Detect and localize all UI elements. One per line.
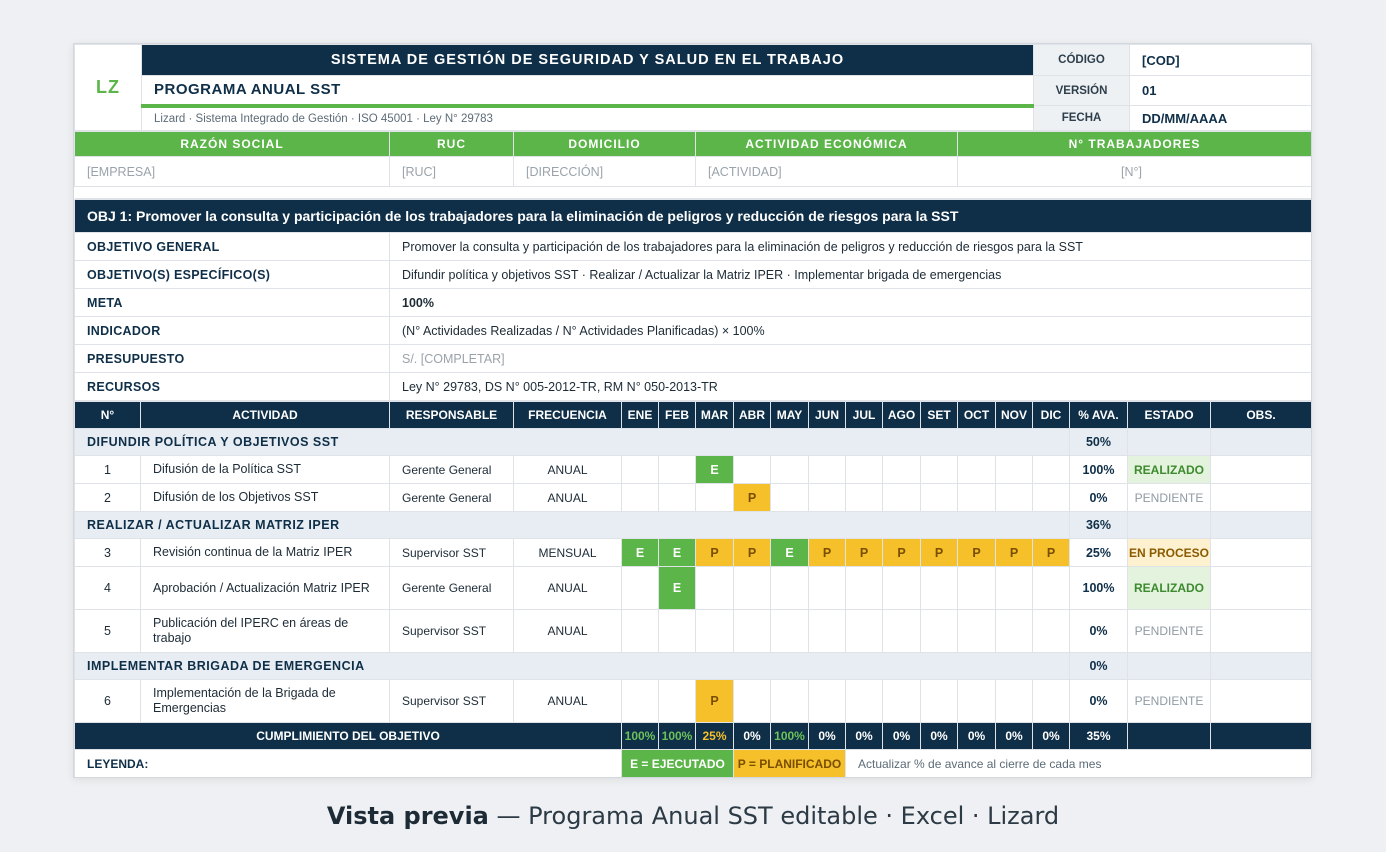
group-row (75, 429, 1312, 456)
month-cell-mar[interactable] (696, 484, 734, 512)
activity-obs[interactable] (1211, 680, 1312, 723)
activity-responsible[interactable]: Supervisor SST (390, 539, 514, 567)
month-cell-may[interactable] (771, 456, 809, 484)
activity-obs[interactable] (1211, 539, 1312, 567)
month-cell-oct[interactable]: P (958, 539, 996, 567)
activity-responsible[interactable]: Gerente General (390, 484, 514, 512)
activity-frequency[interactable]: ANUAL (514, 456, 622, 484)
activity-frequency[interactable]: MENSUAL (514, 539, 622, 567)
field-label-resources: RECURSOS (75, 373, 390, 401)
month-cell-nov[interactable] (996, 484, 1033, 512)
field-label-general: OBJETIVO GENERAL (75, 233, 390, 261)
activity-obs[interactable] (1211, 567, 1312, 610)
month-cell-abr[interactable]: P (734, 484, 771, 512)
status-badge[interactable]: PENDIENTE (1128, 610, 1211, 653)
month-cell-dic[interactable] (1033, 680, 1070, 723)
col-header-month-dic: DIC (1033, 402, 1070, 429)
activity-name[interactable]: Implementación de la Brigada de Emergencias (141, 680, 390, 723)
col-header-responsible: RESPONSABLE (390, 402, 514, 429)
month-cell-ene[interactable] (622, 484, 659, 512)
activity-number: 2 (75, 484, 141, 512)
company-header-ruc: RUC (390, 132, 514, 157)
company-header-activity: ACTIVIDAD ECONÓMICA (696, 132, 958, 157)
month-cell-nov[interactable] (996, 456, 1033, 484)
month-cell-ene[interactable] (622, 456, 659, 484)
compliance-month-ene: 100% (622, 723, 659, 750)
month-cell-may[interactable] (771, 610, 809, 653)
compliance-month-mar: 25% (696, 723, 734, 750)
month-cell-ene[interactable] (622, 610, 659, 653)
month-cell-ago[interactable] (883, 484, 921, 512)
activity-name[interactable]: Revisión continua de la Matriz IPER (141, 539, 390, 567)
month-cell-ago[interactable]: P (883, 539, 921, 567)
compliance-month-dic: 0% (1033, 723, 1070, 750)
col-header-month-jul: JUL (846, 402, 883, 429)
field-value-specific[interactable]: Difundir política y objetivos SST · Realizar / Actualizar la Matriz IPER · Implementar brigada de emergencias (390, 261, 1312, 289)
month-cell-oct[interactable] (958, 610, 996, 653)
month-cell-nov[interactable] (996, 680, 1033, 723)
activity-number: 6 (75, 680, 141, 723)
month-cell-dic[interactable] (1033, 456, 1070, 484)
month-cell-may[interactable]: E (771, 539, 809, 567)
col-header-month-mar: MAR (696, 402, 734, 429)
system-title: SISTEMA DE GESTIÓN DE SEGURIDAD Y SALUD EN EL TRABAJO (142, 45, 1034, 76)
meta-code-value[interactable]: [COD] (1130, 45, 1312, 76)
month-cell-mar[interactable]: P (696, 539, 734, 567)
group-progress: 50% (1070, 429, 1128, 456)
month-cell-mar[interactable] (696, 610, 734, 653)
month-cell-jul[interactable] (846, 680, 883, 723)
compliance-month-ago: 0% (883, 723, 921, 750)
month-cell-mar[interactable]: E (696, 456, 734, 484)
compliance-month-jul: 0% (846, 723, 883, 750)
month-cell-set[interactable] (921, 567, 958, 610)
group-obs-empty (1211, 512, 1312, 539)
activity-name[interactable]: Difusión de la Política SST (141, 456, 390, 484)
month-cell-jul[interactable] (846, 610, 883, 653)
compliance-row (75, 723, 1312, 750)
month-cell-jun[interactable] (809, 456, 846, 484)
month-cell-dic[interactable] (1033, 567, 1070, 610)
group-progress: 0% (1070, 653, 1128, 680)
col-header-month-ago: AGO (883, 402, 921, 429)
month-cell-feb[interactable] (659, 680, 696, 723)
activity-frequency[interactable]: ANUAL (514, 484, 622, 512)
group-status-empty (1128, 429, 1211, 456)
month-cell-oct[interactable] (958, 484, 996, 512)
col-header-month-may: MAY (771, 402, 809, 429)
col-header-obs: OBS. (1211, 402, 1312, 429)
activity-responsible[interactable]: Supervisor SST (390, 680, 514, 723)
col-header-num: N° (75, 402, 141, 429)
table-row (75, 539, 1312, 567)
month-cell-jun[interactable]: P (809, 539, 846, 567)
group-name: DIFUNDIR POLÍTICA Y OBJETIVOS SST (75, 429, 1070, 456)
month-cell-abr[interactable]: P (734, 539, 771, 567)
month-cell-abr[interactable] (734, 456, 771, 484)
company-workers-cell[interactable]: [N°] (958, 157, 1312, 187)
compliance-status-empty (1128, 723, 1211, 750)
table-row (75, 610, 1312, 653)
field-value-budget[interactable]: S/. [COMPLETAR] (390, 345, 1312, 373)
month-cell-set[interactable] (921, 680, 958, 723)
compliance-month-feb: 100% (659, 723, 696, 750)
activity-responsible[interactable]: Gerente General (390, 567, 514, 610)
table-row (75, 680, 1312, 723)
company-ruc-cell[interactable]: [RUC] (390, 157, 514, 187)
month-cell-abr[interactable] (734, 680, 771, 723)
group-status-empty (1128, 653, 1211, 680)
objective-title: OBJ 1: Promover la consulta y participación de los trabajadores para la eliminación de peligros y reducción de riesgos para la SST (75, 200, 1312, 233)
month-cell-set[interactable]: P (921, 539, 958, 567)
activity-responsible[interactable]: Gerente General (390, 456, 514, 484)
compliance-label: CUMPLIMIENTO DEL OBJETIVO (75, 723, 622, 750)
month-cell-jun[interactable] (809, 680, 846, 723)
month-cell-jul[interactable]: P (846, 539, 883, 567)
status-badge[interactable]: REALIZADO (1128, 456, 1211, 484)
status-badge[interactable]: PENDIENTE (1128, 484, 1211, 512)
subtitle: Lizard · Sistema Integrado de Gestión · ISO 45001 · Ley N° 29783 (142, 106, 1034, 131)
activity-progress[interactable]: 25% (1070, 539, 1128, 567)
meta-date-value[interactable]: DD/MM/AAAA (1130, 106, 1312, 131)
month-cell-jun[interactable] (809, 610, 846, 653)
month-cell-abr[interactable] (734, 610, 771, 653)
col-header-month-jun: JUN (809, 402, 846, 429)
month-cell-ene[interactable]: E (622, 539, 659, 567)
activity-number: 3 (75, 539, 141, 567)
month-cell-jun[interactable] (809, 567, 846, 610)
group-obs-empty (1211, 653, 1312, 680)
month-cell-mar[interactable]: P (696, 680, 734, 723)
group-row (75, 653, 1312, 680)
month-cell-may[interactable] (771, 484, 809, 512)
objective-table (74, 199, 1312, 401)
month-cell-feb[interactable] (659, 610, 696, 653)
month-cell-may[interactable] (771, 567, 809, 610)
month-cell-feb[interactable]: E (659, 539, 696, 567)
activity-progress[interactable]: 0% (1070, 680, 1128, 723)
caption-bold: Vista previa (326, 802, 489, 830)
compliance-month-jun: 0% (809, 723, 846, 750)
month-cell-jul[interactable] (846, 567, 883, 610)
document-header (74, 44, 1312, 131)
month-cell-dic[interactable] (1033, 610, 1070, 653)
logo: LZ (75, 45, 142, 131)
compliance-total: 35% (1070, 723, 1128, 750)
meta-code-label: CÓDIGO (1034, 45, 1130, 76)
activity-frequency[interactable]: ANUAL (514, 680, 622, 723)
legend-label: LEYENDA: (75, 750, 622, 778)
table-row (75, 567, 1312, 610)
activity-obs[interactable] (1211, 610, 1312, 653)
col-header-month-feb: FEB (659, 402, 696, 429)
compliance-month-oct: 0% (958, 723, 996, 750)
col-header-progress: % AVA. (1070, 402, 1128, 429)
compliance-month-nov: 0% (996, 723, 1033, 750)
month-cell-dic[interactable] (1033, 484, 1070, 512)
meta-version-label: VERSIÓN (1034, 76, 1130, 106)
table-row (75, 484, 1312, 512)
month-cell-ago[interactable] (883, 610, 921, 653)
col-header-status: ESTADO (1128, 402, 1211, 429)
field-value-general[interactable]: Promover la consulta y participación de los trabajadores para la eliminación de peligros y reducción de riesgos para la SST (390, 233, 1312, 261)
month-cell-set[interactable] (921, 610, 958, 653)
company-table (74, 131, 1312, 199)
month-cell-abr[interactable] (734, 567, 771, 610)
field-label-specific: OBJETIVO(S) ESPECÍFICO(S) (75, 261, 390, 289)
month-cell-ago[interactable] (883, 680, 921, 723)
month-cell-nov[interactable]: P (996, 539, 1033, 567)
activity-obs[interactable] (1211, 484, 1312, 512)
month-cell-nov[interactable] (996, 567, 1033, 610)
legend-executed: E = EJECUTADO (622, 750, 734, 778)
status-badge[interactable]: REALIZADO (1128, 567, 1211, 610)
meta-date-label: FECHA (1034, 106, 1130, 131)
group-progress: 36% (1070, 512, 1128, 539)
legend-note: Actualizar % de avance al cierre de cada mes (846, 750, 1312, 778)
legend-planned: P = PLANIFICADO (734, 750, 846, 778)
field-value-indicator[interactable]: (N° Actividades Realizadas / N° Actividades Planificadas) × 100% (390, 317, 1312, 345)
activity-progress[interactable]: 100% (1070, 456, 1128, 484)
activity-responsible[interactable]: Supervisor SST (390, 610, 514, 653)
legend-row (75, 750, 1312, 778)
month-cell-ene[interactable] (622, 680, 659, 723)
field-value-goal[interactable]: 100% (390, 289, 1312, 317)
compliance-month-may: 100% (771, 723, 809, 750)
month-cell-nov[interactable] (996, 610, 1033, 653)
caption-rest: — Programa Anual SST editable · Excel · Lizard (488, 802, 1060, 830)
month-cell-feb[interactable] (659, 456, 696, 484)
activity-number: 4 (75, 567, 141, 610)
col-header-month-set: SET (921, 402, 958, 429)
month-cell-feb[interactable] (659, 484, 696, 512)
table-row (75, 456, 1312, 484)
month-cell-ago[interactable] (883, 567, 921, 610)
activity-progress[interactable]: 100% (1070, 567, 1128, 610)
company-header-workers: N° TRABAJADORES (958, 132, 1312, 157)
activity-progress[interactable]: 0% (1070, 484, 1128, 512)
month-cell-dic[interactable]: P (1033, 539, 1070, 567)
group-name: IMPLEMENTAR BRIGADA DE EMERGENCIA (75, 653, 1070, 680)
month-cell-set[interactable] (921, 456, 958, 484)
month-cell-jun[interactable] (809, 484, 846, 512)
month-cell-oct[interactable] (958, 680, 996, 723)
month-cell-jul[interactable] (846, 484, 883, 512)
meta-version-value[interactable]: 01 (1130, 76, 1312, 106)
activity-frequency[interactable]: ANUAL (514, 610, 622, 653)
company-activity-cell[interactable]: [ACTIVIDAD] (696, 157, 958, 187)
group-name: REALIZAR / ACTUALIZAR MATRIZ IPER (75, 512, 1070, 539)
month-cell-set[interactable] (921, 484, 958, 512)
col-header-month-nov: NOV (996, 402, 1033, 429)
status-badge[interactable]: EN PROCESO (1128, 539, 1211, 567)
company-address-cell[interactable]: [DIRECCIÓN] (514, 157, 696, 187)
month-cell-ene[interactable] (622, 567, 659, 610)
group-obs-empty (1211, 429, 1312, 456)
activity-obs[interactable] (1211, 456, 1312, 484)
company-name-cell[interactable]: [EMPRESA] (75, 157, 390, 187)
activities-table (74, 401, 1312, 778)
col-header-activity: ACTIVIDAD (141, 402, 390, 429)
compliance-obs-empty (1211, 723, 1312, 750)
field-label-goal: META (75, 289, 390, 317)
preview-caption (0, 802, 1386, 830)
month-cell-oct[interactable] (958, 456, 996, 484)
company-header-address: DOMICILIO (514, 132, 696, 157)
activity-number: 5 (75, 610, 141, 653)
col-header-month-abr: ABR (734, 402, 771, 429)
activity-name[interactable]: Aprobación / Actualización Matriz IPER (141, 567, 390, 610)
col-header-month-oct: OCT (958, 402, 996, 429)
activity-frequency[interactable]: ANUAL (514, 567, 622, 610)
month-cell-mar[interactable] (696, 567, 734, 610)
col-header-frequency: FRECUENCIA (514, 402, 622, 429)
group-status-empty (1128, 512, 1211, 539)
activity-name[interactable]: Publicación del IPERC en áreas de trabajo (141, 610, 390, 653)
activity-number: 1 (75, 456, 141, 484)
status-badge[interactable]: PENDIENTE (1128, 680, 1211, 723)
month-cell-ago[interactable] (883, 456, 921, 484)
field-label-indicator: INDICADOR (75, 317, 390, 345)
activity-name[interactable]: Difusión de los Objetivos SST (141, 484, 390, 512)
compliance-month-set: 0% (921, 723, 958, 750)
group-row (75, 512, 1312, 539)
month-cell-jul[interactable] (846, 456, 883, 484)
month-cell-feb[interactable]: E (659, 567, 696, 610)
spreadsheet-sheet (73, 43, 1312, 778)
col-header-month-ene: ENE (622, 402, 659, 429)
month-cell-may[interactable] (771, 680, 809, 723)
company-header-name: RAZÓN SOCIAL (75, 132, 390, 157)
compliance-month-abr: 0% (734, 723, 771, 750)
month-cell-oct[interactable] (958, 567, 996, 610)
program-title: PROGRAMA ANUAL SST (142, 76, 1034, 106)
field-value-resources[interactable]: Ley N° 29783, DS N° 005-2012-TR, RM N° 050-2013-TR (390, 373, 1312, 401)
field-label-budget: PRESUPUESTO (75, 345, 390, 373)
activity-progress[interactable]: 0% (1070, 610, 1128, 653)
spacer (75, 187, 1312, 199)
